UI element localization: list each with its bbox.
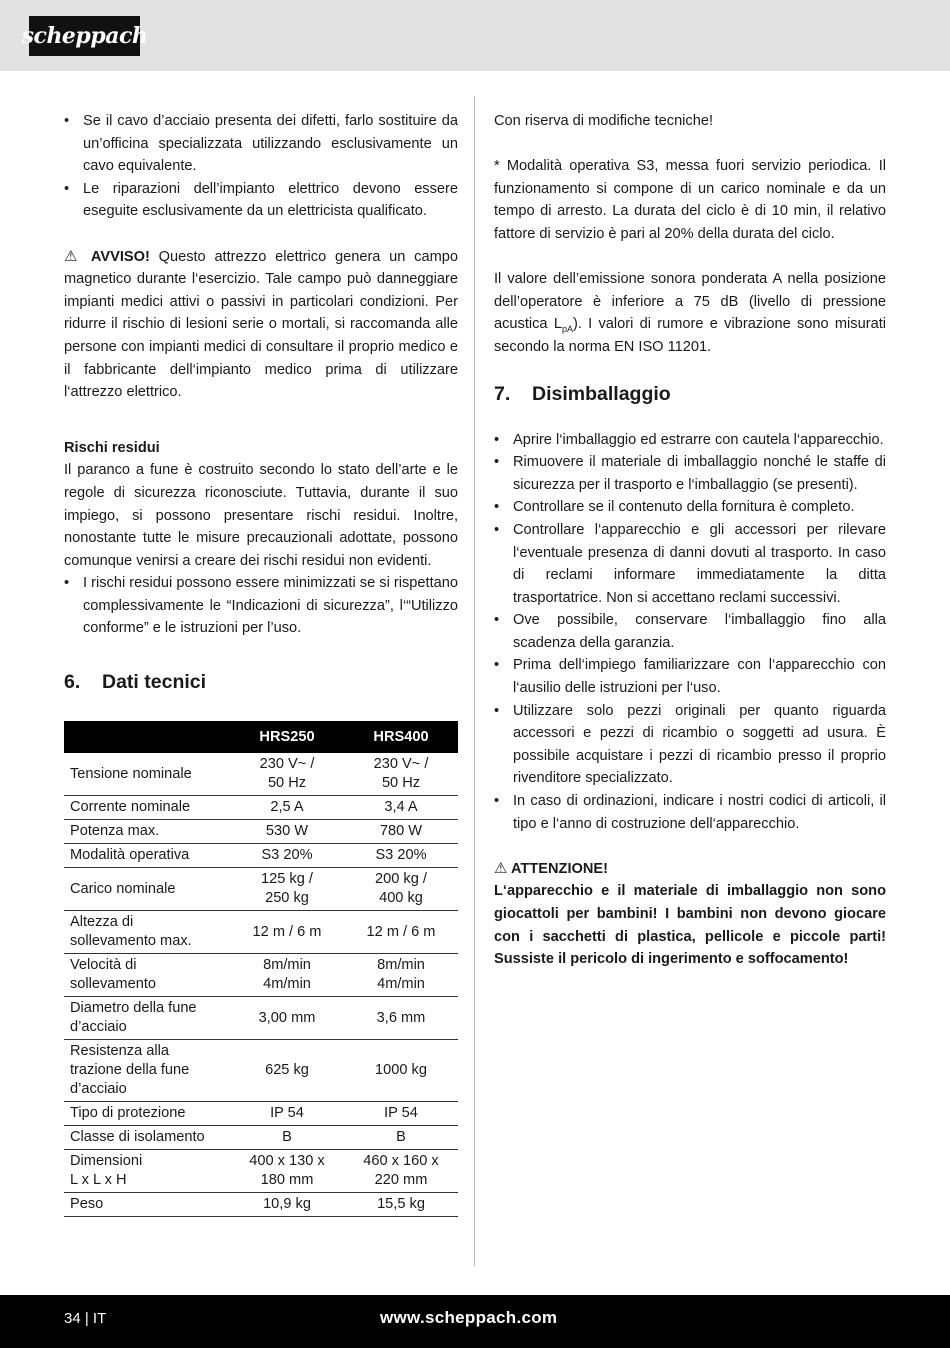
list-item: • Ove possibile, conservare l‘imballaggio fino alla scadenza della garanzia. [494, 609, 886, 654]
table-row [64, 868, 458, 911]
table-cell: B [230, 1126, 344, 1150]
table-row [64, 796, 458, 820]
table-cell: 125 kg / 250 kg [230, 868, 344, 911]
list-item: • Utilizzare solo pezzi originali per quanto riguarda accessori e pezzi di ricambio o soggetti ad usura. È possibile acquistare i pezzi di ricambio presso il proprio rivenditore specializzato. [494, 700, 886, 790]
table-row [64, 844, 458, 868]
brand-logo: scheppach [29, 16, 140, 56]
list-item: • Le riparazioni dell’impianto elettrico devono essere eseguite esclusivamente da un elettricista qualificato. [64, 178, 458, 223]
table-cell: 230 V~ / 50 Hz [230, 753, 344, 796]
warning-label: AVVISO! [90, 248, 150, 265]
table-row [64, 954, 458, 997]
unpacking-bullet-list [494, 429, 886, 836]
table-cell: B [344, 1126, 458, 1150]
list-item: • Rimuovere il materiale di imballaggio nonché le staffe di sicurezza per il trasporto e l‘imballaggio (se presenti). [494, 451, 886, 496]
table-cell: 530 W [230, 820, 344, 844]
residual-risks-heading: Rischi residui [64, 439, 160, 456]
list-item: • Controllare l‘apparecchio e gli accessori per rilevare l‘eventuale presenza di danni dovuti al trasporto. In caso di reclami informare immediatamente la ditta trasportatrice. Non si accettano reclami successivi. [494, 519, 886, 609]
warning-triangle-icon: ⚠ [64, 247, 83, 265]
table-row [64, 753, 458, 796]
table-row [64, 820, 458, 844]
attention-heading: ⚠ ATTENZIONE! [494, 859, 608, 877]
table-cell: 8m/min 4m/min [344, 954, 458, 997]
table-cell: 200 kg / 400 kg [344, 868, 458, 911]
list-item: • Aprire l‘imballaggio ed estrarre con cautela l‘apparecchio. [494, 429, 886, 452]
table-cell: 3,4 A [344, 796, 458, 820]
magnetic-warning [64, 246, 458, 404]
table-header-cell: HRS250 [230, 721, 344, 753]
footer-bar [0, 1295, 950, 1348]
warning-text: Questo attrezzo elettrico genera un campo magnetico durante l‘esercizio. Tale campo può danneggiare impianti medici attivi o passivi in particolari condizioni. Per ridurre il rischio di lesioni serie o mortali, si raccomanda alle persone con impianti medici di consultare il proprio medico e il fabbricante dell‘impianto medico prima di utilizzare l‘attrezzo elettrico. [64, 248, 458, 401]
column-divider [474, 96, 475, 1266]
table-cell: 460 x 160 x 220 mm [344, 1150, 458, 1193]
warning-triangle-icon: ⚠ [494, 859, 508, 877]
operating-mode-note: * Modalità operativa S3, messa fuori servizio periodica. Il funzionamento si compone di un carico nominale e da un tempo di arresto. La durata del ciclo è di 10 min, il relativo fattore di servizio è pari al 20% della durata del ciclo. [494, 158, 886, 242]
table-header-cell: HRS400 [344, 721, 458, 753]
table-cell: 12 m / 6 m [230, 911, 344, 954]
table-row [64, 1040, 458, 1102]
table-row-label: Velocità di sollevamento [64, 954, 230, 997]
table-row [64, 1102, 458, 1126]
table-cell: 12 m / 6 m [344, 911, 458, 954]
table-row-label: Carico nominale [64, 868, 230, 911]
list-item: • Controllare se il contenuto della fornitura è completo. [494, 496, 886, 519]
table-cell: IP 54 [344, 1102, 458, 1126]
table-row [64, 1126, 458, 1150]
page-number: 34 | IT [64, 1310, 107, 1327]
table-row-label: Tipo di protezione [64, 1102, 230, 1126]
website-link: www.scheppach.com [380, 1308, 558, 1327]
noise-note: Il valore dell’emissione sonora ponderata A nella posizione dell’operatore è inferiore a 75 dB (livello di pressione acustica $L_{pA}$). I valori di rumore e vibrazione sono misurati secondo la norma EN ISO 11201. [494, 271, 886, 355]
table-row [64, 1150, 458, 1193]
list-item: • Se il cavo d’acciaio presenta dei difetti, farlo sostituire da un’officina specializzata utilizzando esclusivamente un cavo equivalente. [64, 110, 458, 178]
attention-text: L‘apparecchio e il materiale di imballaggio non sono giocattoli per bambini! I bambini non devono giocare con i sacchetti di plastica, pellicole e piccole parti! Sussiste il pericolo di ingerimento e soffocamento! [494, 883, 886, 968]
table-row-label: Resistenza alla trazione della fune d’acciaio [64, 1040, 230, 1102]
list-item: • Prima dell‘impiego familiarizzare con l‘apparecchio con l‘ausilio delle istruzioni per l‘uso. [494, 654, 886, 699]
right-column [494, 110, 886, 971]
table-row-label: Diametro della fune d’acciaio [64, 997, 230, 1040]
list-item: • I rischi residui possono essere minimizzati se si rispettano complessivamente le “Indicazioni di sicurezza”, l‘“Utilizzo conforme” e le istruzioni per l’uso. [64, 572, 458, 640]
table-row [64, 997, 458, 1040]
table-cell: 780 W [344, 820, 458, 844]
residual-risks-text: Il paranco a fune è costruito secondo lo stato dell’arte e le regole di sicurezza riconosciute. Tuttavia, durante il suo impiego, si possono presentare rischi residui. Inoltre, nonostante tutte le misure precauzionali adottate, possono comunque venirsi a creare dei rischi residui non evidenti. [64, 462, 458, 569]
list-item: • In caso di ordinazioni, indicare i nostri codici di articoli, il tipo e l‘anno di costruzione dell‘apparecchio. [494, 790, 886, 835]
intro-bullet-list [64, 110, 458, 223]
residual-bullet-list [64, 572, 458, 640]
section-heading-6: 6. Dati tecnici [64, 671, 207, 694]
table-row-label: Altezza di sollevamento max. [64, 911, 230, 954]
table-row-label: Modalità operativa [64, 844, 230, 868]
table-cell: 15,5 kg [344, 1193, 458, 1217]
table-cell: 1000 kg [344, 1040, 458, 1102]
table-row-label: Corrente nominale [64, 796, 230, 820]
table-row [64, 911, 458, 954]
table-row-label: Potenza max. [64, 820, 230, 844]
table-cell: 230 V~ / 50 Hz [344, 753, 458, 796]
table-row [64, 1193, 458, 1217]
table-cell: 10,9 kg [230, 1193, 344, 1217]
table-cell: 8m/min 4m/min [230, 954, 344, 997]
header-bar [0, 0, 950, 71]
table-row-label: Tensione nominale [64, 753, 230, 796]
section-heading-7: 7. Disimballaggio [494, 382, 671, 405]
table-row-label: Dimensioni L x L x H [64, 1150, 230, 1193]
table-cell: S3 20% [344, 844, 458, 868]
left-column [64, 110, 458, 1217]
technical-changes-note: Con riserva di modifiche tecniche! [494, 113, 714, 129]
table-cell: 625 kg [230, 1040, 344, 1102]
table-cell: 3,00 mm [230, 997, 344, 1040]
table-cell: 3,6 mm [344, 997, 458, 1040]
table-cell: 400 x 130 x 180 mm [230, 1150, 344, 1193]
table-cell: S3 20% [230, 844, 344, 868]
table-cell: IP 54 [230, 1102, 344, 1126]
table-header-row [64, 721, 458, 753]
table-cell: 2,5 A [230, 796, 344, 820]
specs-table [64, 721, 458, 1217]
table-row-label: Classe di isolamento [64, 1126, 230, 1150]
table-header-cell [64, 721, 230, 753]
table-row-label: Peso [64, 1193, 230, 1217]
